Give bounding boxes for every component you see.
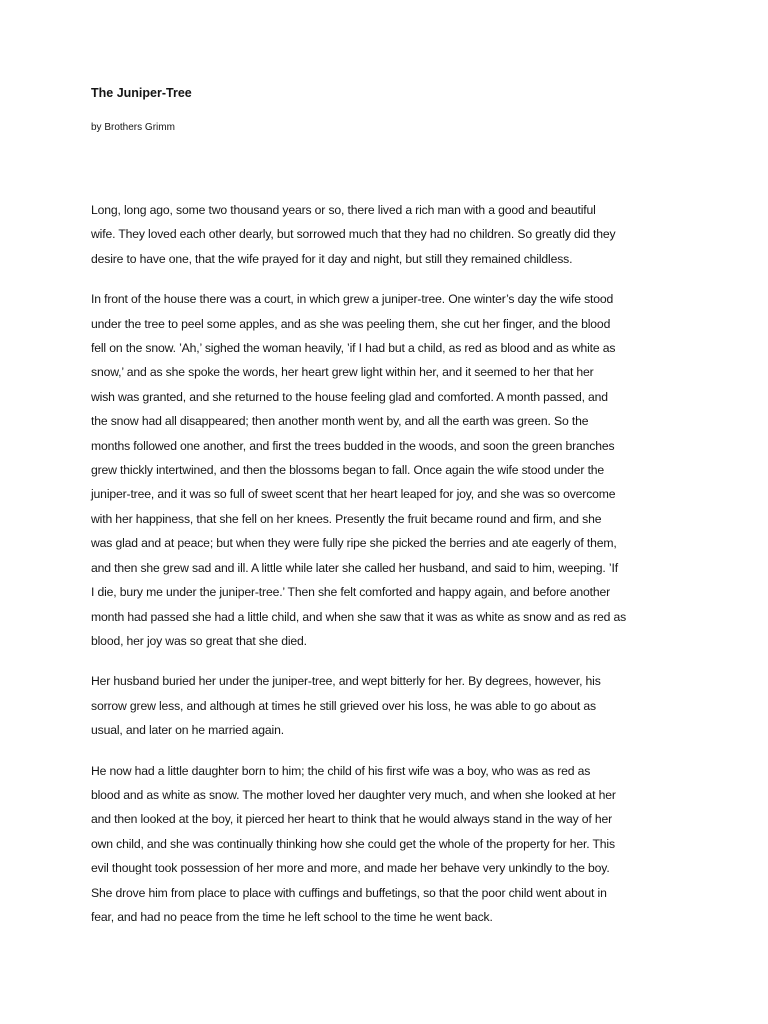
text-line: usual, and later on he married again. xyxy=(91,723,284,738)
text-line: She drove him from place to place with cuffings and buffetings, so that the poor child went about in xyxy=(91,885,607,900)
paragraph-1 xyxy=(91,198,679,271)
text-line: Long, long ago, some two thousand years or so, there lived a rich man with a good and beautiful xyxy=(91,203,596,217)
text-line: own child, and she was continually thinking how she could get the whole of the property for her. This xyxy=(91,836,615,851)
text-line: evil thought took possession of her more and more, and made her behave very unkindly to the boy. xyxy=(91,861,610,876)
text-line: blood, her joy was so great that she died. xyxy=(91,633,307,648)
document-body xyxy=(91,198,679,945)
text-line: months followed one another, and first the trees budded in the woods, and soon the green branches xyxy=(91,438,615,453)
text-line: desire to have one, that the wife prayed for it day and night, but still they remained childless. xyxy=(91,251,573,266)
text-line: wish was granted, and she returned to the house feeling glad and comforted. A month passed, and xyxy=(91,389,608,404)
text-line: the snow had all disappeared; then another month went by, and all the earth was green. So the xyxy=(91,414,589,429)
text-line: juniper-tree, and it was so full of sweet scent that her heart leaped for joy, and she was so overcome xyxy=(91,487,616,502)
text-line: under the tree to peel some apples, and as she was peeling them, she cut her finger, and the blood xyxy=(91,316,611,331)
document-title: The Juniper-Tree xyxy=(91,86,192,100)
document-byline: by Brothers Grimm xyxy=(91,122,175,133)
text-line: I die, bury me under the juniper-tree.’ Then she felt comforted and happy again, and before another xyxy=(91,585,611,600)
text-line: snow,’ and as she spoke the words, her heart grew light within her, and it seemed to her that her xyxy=(91,365,594,380)
text-line: grew thickly intertwined, and then the blossoms began to fall. Once again the wife stood under the xyxy=(91,463,605,478)
text-line: and then she grew sad and ill. A little while later she called her husband, and said to him, weeping. ’If xyxy=(91,560,618,575)
text-line: and then looked at the boy, it pierced her heart to think that he would always stand in the way of her xyxy=(91,812,613,827)
text-line: Her husband buried her under the juniper-tree, and wept bitterly for her. By degrees, however, his xyxy=(91,674,601,689)
text-line: He now had a little daughter born to him; the child of his first wife was a boy, who was as red as xyxy=(91,763,591,778)
text-line: In front of the house there was a court, in which grew a juniper-tree. One winter’s day the wife stood xyxy=(91,292,614,307)
text-line: blood and as white as snow. The mother loved her daughter very much, and when she looked at her xyxy=(91,787,616,802)
text-line: wife. They loved each other dearly, but sorrowed much that they had no children. So greatly did they xyxy=(91,227,616,242)
paragraph-3 xyxy=(91,669,679,742)
text-line: month had passed she had a little child, and when she saw that it was as white as snow and as red as xyxy=(91,609,627,624)
text-line: was glad and at peace; but when they were fully ripe she picked the berries and ate eagerly of them, xyxy=(91,536,617,551)
paragraph-4 xyxy=(91,759,679,930)
text-line: fear, and had no peace from the time he left school to the time he went back. xyxy=(91,909,493,924)
text-line: sorrow grew less, and although at times he still grieved over his loss, he was able to go about as xyxy=(91,698,596,713)
text-line: fell on the snow. ’Ah,’ sighed the woman heavily, ’if I had but a child, as red as blood and as white as xyxy=(91,341,616,356)
text-line: with her happiness, that she fell on her knees. Presently the fruit became round and firm, and she xyxy=(91,511,602,526)
paragraph-2 xyxy=(91,287,679,653)
